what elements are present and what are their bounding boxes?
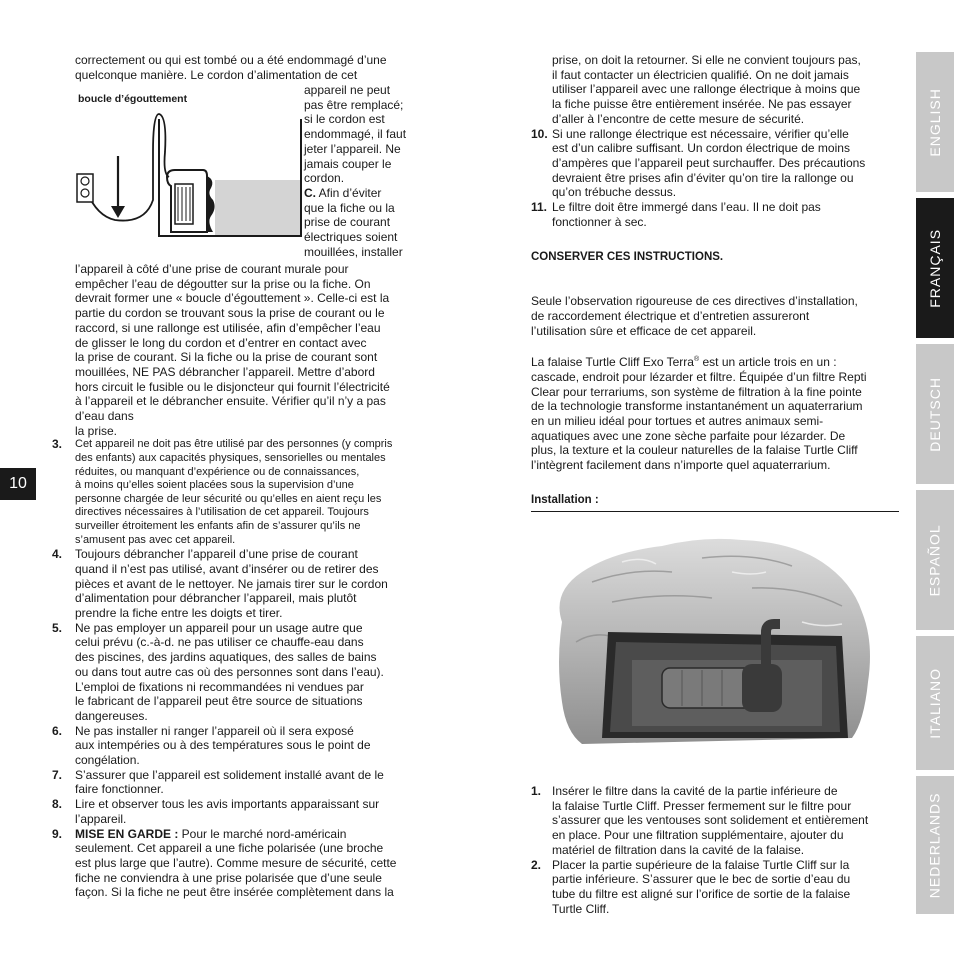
installation-heading: Installation : <box>531 493 899 512</box>
product-description: La falaise Turtle Cliff Exo Terra® est un article trois en un : cascade, endroit pour lézarder et filtre. Équipée d’un filtre Repti Clear pour terrariums, son système de filtration à la fine pointe de la technologie transforme instantanément un aquaterrarium en un milieu idéal pour tortues et autres animaux semi- aquatiques avec une zone sèche parfaite pour lézarder. De plus, la texture et la couleur naturelles de la falaise Turtle Cliff l’intègrent facilement dans n’importe quel aquaterrarium. <box>531 355 867 473</box>
tank-water <box>215 180 300 235</box>
list-item: 9. MISE EN GARDE : Pour le marché nord-américain seulement. Cet appareil a une fiche polarisée (une broche est plus large que l’autre). Comme mesure de sécurité, cette fiche ne conviendra à une prise polarisée que d’une seule façon. Si la fiche ne peut être insérée complètement dans la <box>52 826 397 900</box>
wrapped-text: appareil ne peut pas être remplacé; si le cordon est endommagé, il faut jeter l’appareil. Ne jamais couper le cordon. C. Afin d’éviter que la fiche ou la prise de courant électriques soient mouillées, installer <box>304 83 407 259</box>
turtle-cliff-photo <box>552 532 878 750</box>
list-item: 2. Placer la partie supérieure de la falaise Turtle Cliff sur la partie inférieure. S’assurer que le bec de sortie d’eau du tube du filtre est aligné sur l’orifice de sortie de la falaise Turtle Cliff. <box>531 857 851 916</box>
tab-francais[interactable]: FRANÇAIS <box>916 198 954 338</box>
keep-instructions-heading: CONSERVER CES INSTRUCTIONS. <box>531 251 724 264</box>
left-column <box>75 53 425 82</box>
power-cord <box>87 114 169 221</box>
tab-english[interactable]: ENGLISH <box>916 52 954 192</box>
drip-arrow-head <box>111 206 125 218</box>
list-item: 1. Insérer le filtre dans la cavité de la partie inférieure de la falaise Turtle Cliff. Presser fermement sur le filtre pour s’assurer que les ventouses sont solidement et entièrement en place. Pour une filtration supplémentaire, ajouter du matériel de filtration dans la cavité de la falaise. <box>531 784 869 857</box>
list-item: 8. Lire et observer tous les avis importants apparaissant sur l’appareil. <box>52 797 380 826</box>
list-item: 6. Ne pas installer ni ranger l’appareil où il sera exposé aux intempéries ou à des températures sous le point de congélation. <box>52 723 371 768</box>
tab-italiano[interactable]: ITALIANO <box>916 636 954 770</box>
list-item: 10. Si une rallonge électrique est nécessaire, vérifier qu’elle est d’un calibre suffisant. Un cordon électrique de moins d’ampères que l’appareil peut surchauffer. Des précautions devraient être prises afin d’éviter qu’on tire la rallonge ou qu’on trébuche dessus. <box>531 126 866 200</box>
left-continue <box>52 262 425 900</box>
filter-rock <box>207 176 215 232</box>
wall-outlet <box>77 174 93 202</box>
tab-espanol[interactable]: ESPAÑOL <box>916 490 954 630</box>
list-item: 7. S’assurer que l’appareil est solidement installé avant de le faire fonctionner. <box>52 767 384 797</box>
list-item: 3. Cet appareil ne doit pas être utilisé par des personnes (y compris des enfants) aux capacités physiques, sensorielles ou mentales réduites, ou manquant d’expérience ou de connaissances, à moins qu’elles soient placées sous la supervision d’une personne chargée de leur sécurité ou qu’elles en aient reçu les directives nécessaires à l’utilisation de cet appareil. Toujours surveiller étroitement les enfants afin de s’assurer qu’ils ne s’amusent pas avec cet appareil. <box>52 437 393 546</box>
intro-text: correctement ou qui est tombé ou a été endommagé d’une quelconque manière. Le cordon d’alimentation de cet <box>75 53 387 82</box>
usage-paragraph: Seule l’observation rigoureuse de ces directives d’installation, de raccordement électrique et d’entretien assureront l’utilisation sûre et efficace de cet appareil. <box>531 294 858 338</box>
list-item: 5. Ne pas employer un appareil pour un usage autre que celui prévu (c.-à-d. ne pas utiliser ce chauffe-eau dans des piscines, des jardins aquatiques, des salles de bains ou dans tout autre cas où des personnes sont dans l’eau). L’emploi de fixations ni recommandées ni vendues par le fabricant de l’appareil peut être source de situations dangereuses. <box>52 620 384 723</box>
list-item: 11. Le filtre doit être immergé dans l’eau. Il ne doit pas fonctionner à sec. <box>531 200 821 229</box>
tab-nederlands[interactable]: NEDERLANDS <box>916 776 954 914</box>
right-column <box>531 53 899 512</box>
figure-caption: boucle d’égouttement <box>78 93 188 105</box>
warning-continuation: prise, on doit la retourner. Si elle ne convient toujours pas, il faut contacter un électricien qualifié. On ne doit jamais utiliser l’appareil avec une rallonge électrique à moins que la fiche puisse être entièrement insérée. Ne pas essayer d’aller à l’encontre de cette mesure de sécurité. <box>552 53 861 126</box>
drip-loop-diagram <box>75 92 303 242</box>
page-number: 10 <box>0 468 36 500</box>
list-item: 4. Toujours débrancher l’appareil d’une prise de courant quand il n’est pas utilisé, avant d’insérer ou de retirer des pièces et avant de le nettoyer. Ne jamais tirer sur le cordon d’alimentation pour débrancher l’appareil, mais plutôt prendre la fiche entre les doigts et tirer. <box>52 547 388 620</box>
drip-loop-paragraph: l’appareil à côté d’une prise de courant murale pour empêcher l’eau de dégoutter sur la prise ou la fiche. On devrait former une « boucle d’égouttement ». Celle-ci est la partie du cordon se trouvant sous la prise de courant ou le raccord, si une rallonge est utilisée, afin d’empêcher l’eau de glisser le long du cordon et d’entrer en contact avec la prise de courant. Si la fiche ou la prise de courant sont mouillées, NE PAS débrancher l’appareil. Mettre d’abord hors circuit le fusible ou le disjoncteur qui fournit l’électricité à l’appareil et le débrancher ensuite. Vérifier qu’il n’y a pas d’eau dans la prise. <box>75 262 390 438</box>
safety-list-continued <box>531 127 899 230</box>
tab-deutsch[interactable]: DEUTSCH <box>916 344 954 484</box>
installation-steps <box>531 784 899 916</box>
safety-list <box>52 438 425 900</box>
language-tabs <box>916 52 954 914</box>
